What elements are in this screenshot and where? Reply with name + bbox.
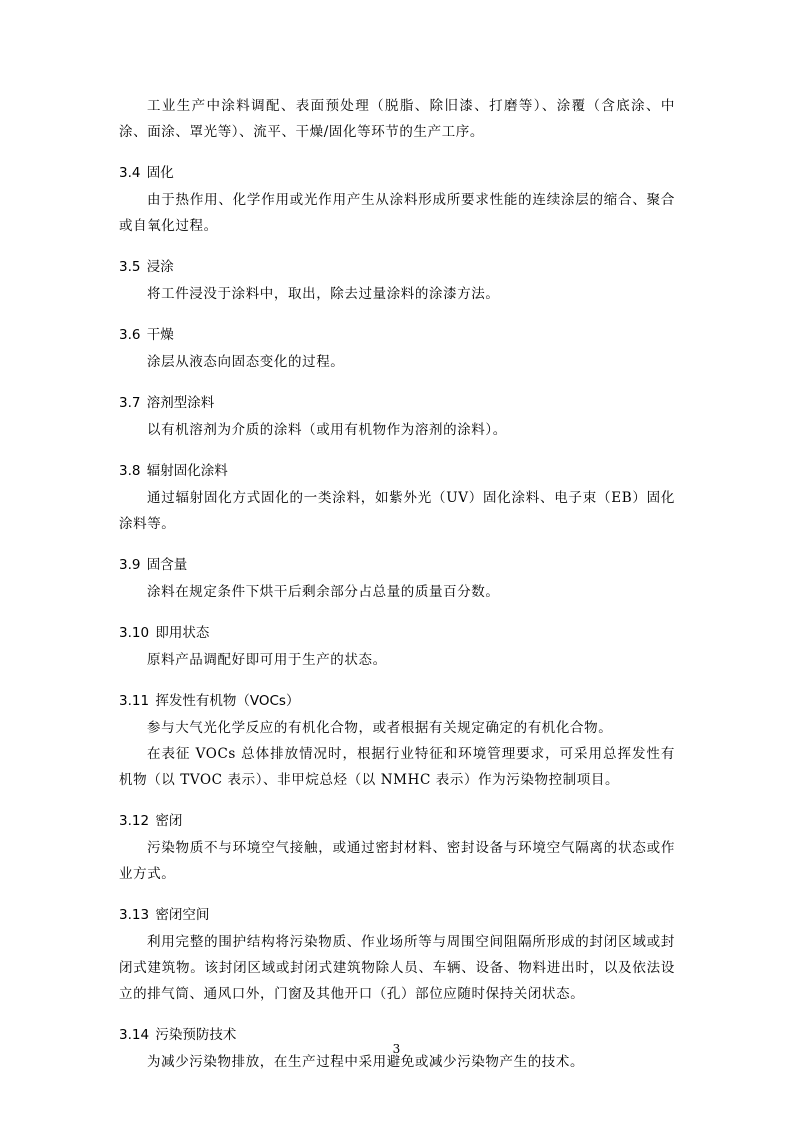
section-title: 即用状态 xyxy=(155,625,210,641)
section-block xyxy=(119,163,675,239)
section-block xyxy=(119,623,675,673)
section-paragraph: 原料产品调配好即可用于生产的状态。 xyxy=(147,652,387,668)
section-number: 3.7 xyxy=(119,395,141,411)
section-title: 干燥 xyxy=(146,327,174,343)
section-title: 辐射固化涂料 xyxy=(146,463,228,479)
section-title: 浸涂 xyxy=(146,259,174,275)
intro-paragraph: 工业生产中涂料调配、表面预处理（脱脂、除旧漆、打磨等）、涂覆（含底涂、中涂、面涂、罩光等）、流平、干燥/固化等环节的生产工序。 xyxy=(119,98,675,140)
section-block xyxy=(119,257,675,307)
section-paragraph: 将工件浸没于涂料中，取出，除去过量涂料的涂漆方法。 xyxy=(147,286,500,302)
section-heading xyxy=(119,623,675,643)
section-paragraph: 以有机溶剂为介质的涂料（或用有机物作为溶剂的涂料）。 xyxy=(147,422,507,438)
section-paragraph: 涂层从液态向固态变化的过程。 xyxy=(147,354,345,370)
section-number: 3.14 xyxy=(119,1027,150,1043)
section-heading xyxy=(119,691,675,711)
section-title: 密闭空间 xyxy=(155,907,210,923)
section-number: 3.8 xyxy=(119,463,141,479)
section-paragraph: 为减少污染物排放，在生产过程中采用避免或减少污染物产生的技术。 xyxy=(147,1054,585,1070)
section-number: 3.9 xyxy=(119,557,141,573)
sections-container xyxy=(119,163,675,1075)
section-block xyxy=(119,555,675,605)
section-number: 3.4 xyxy=(119,165,141,181)
section-title: 固化 xyxy=(146,165,174,181)
section-paragraph: 参与大气光化学反应的有机化合物，或者根据有关规定确定的有机化合物。 xyxy=(147,720,613,736)
section-title: 固含量 xyxy=(146,557,188,573)
page-number: 3 xyxy=(392,1042,401,1056)
section-block xyxy=(119,905,675,1007)
section-heading xyxy=(119,555,675,575)
section-title: 污染预防技术 xyxy=(155,1027,237,1043)
section-heading xyxy=(119,325,675,345)
section-heading xyxy=(119,461,675,481)
section-title: 挥发性有机物（VOCs） xyxy=(155,693,300,709)
section-title: 溶剂型涂料 xyxy=(146,395,215,411)
section-block xyxy=(119,393,675,443)
section-block xyxy=(119,325,675,375)
section-number: 3.5 xyxy=(119,259,141,275)
section-paragraph: 通过辐射固化方式固化的一类涂料，如紫外光（UV）固化涂料、电子束（EB）固化涂料等。 xyxy=(119,490,675,532)
section-number: 3.6 xyxy=(119,327,141,343)
section-number: 3.12 xyxy=(119,813,150,829)
section-heading xyxy=(119,163,675,183)
section-heading xyxy=(119,905,675,925)
section-paragraph: 涂料在规定条件下烘干后剩余部分占总量的质量百分数。 xyxy=(147,584,500,600)
section-number: 3.11 xyxy=(119,693,150,709)
section-paragraph: 利用完整的围护结构将污染物质、作业场所等与周围空间阻隔所形成的封闭区域或封闭式建筑物。该封闭区域或封闭式建筑物除人员、车辆、设备、物料进出时，以及依法设立的排气筒、通风口外，门窗及其他开口（孔）部位应随时保持关闭状态。 xyxy=(119,934,675,1002)
section-paragraph: 污染物质不与环境空气接触，或通过密封材料、密封设备与环境空气隔离的状态或作业方式。 xyxy=(119,840,675,882)
section-heading xyxy=(119,257,675,277)
section-block xyxy=(119,691,675,793)
section-heading xyxy=(119,393,675,413)
section-block xyxy=(119,811,675,887)
section-paragraph: 在表征 VOCs 总体排放情况时，根据行业特征和环境管理要求，可采用总挥发性有机物（以 TVOC 表示）、非甲烷总烃（以 NMHC 表示）作为污染物控制项目。 xyxy=(119,746,675,788)
section-block xyxy=(119,461,675,537)
page-content xyxy=(119,93,675,1075)
section-heading xyxy=(119,811,675,831)
section-title: 密闭 xyxy=(155,813,183,829)
section-number: 3.10 xyxy=(119,625,150,641)
section-paragraph: 由于热作用、化学作用或光作用产生从涂料形成所要求性能的连续涂层的缩合、聚合或自氧化过程。 xyxy=(119,192,675,234)
section-number: 3.13 xyxy=(119,907,150,923)
